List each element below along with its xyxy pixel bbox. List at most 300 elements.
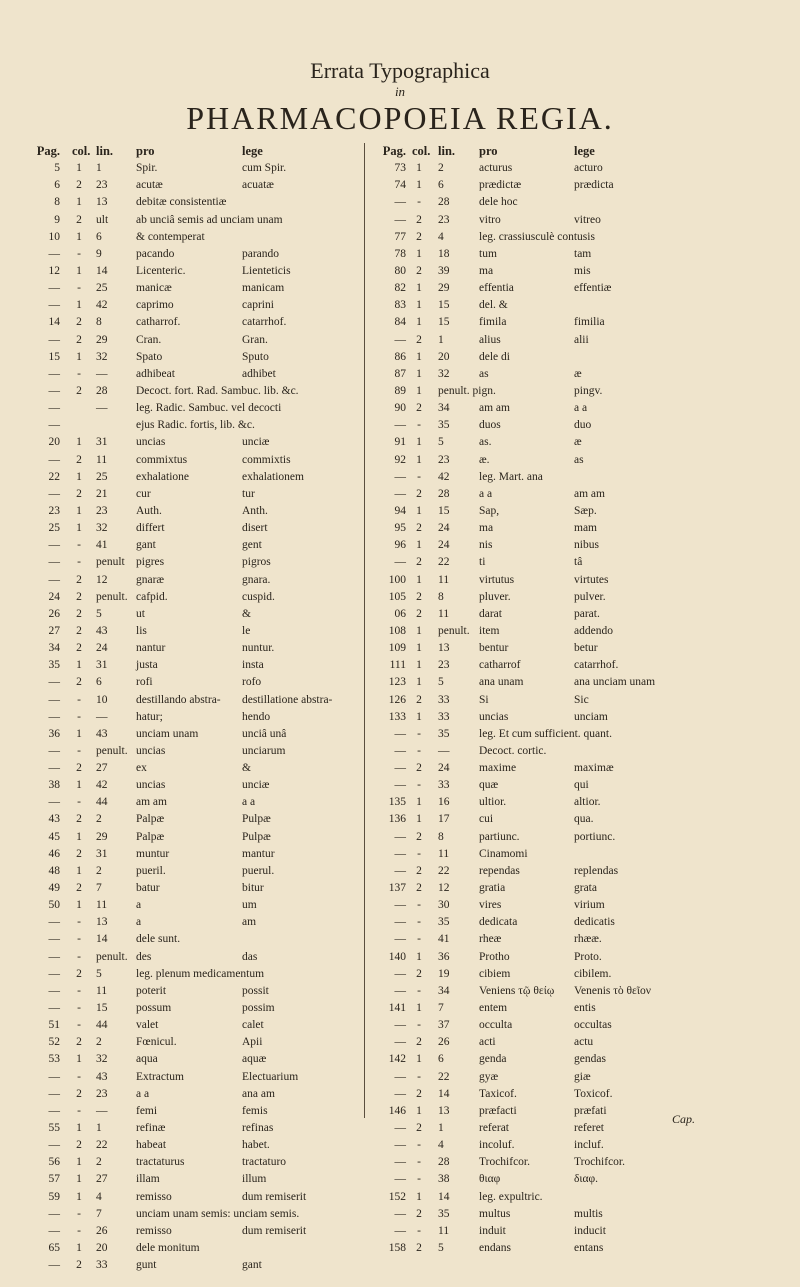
line-number: 1 bbox=[438, 1122, 444, 1135]
correction-text: Apii bbox=[242, 1036, 263, 1049]
errata-row bbox=[32, 1171, 352, 1188]
instruction-text: dele monitum bbox=[136, 1242, 200, 1254]
instruction-text: leg. Et cum sufficient. quant. bbox=[479, 727, 612, 740]
errata-row bbox=[32, 400, 352, 417]
column-number: 1 bbox=[76, 779, 82, 792]
column-number: - bbox=[77, 916, 81, 929]
column-number: 1 bbox=[76, 264, 82, 277]
errata-row bbox=[32, 177, 352, 194]
page-number: 140 bbox=[388, 950, 406, 963]
page-number: 56 bbox=[48, 1156, 60, 1169]
errata-row bbox=[378, 503, 708, 520]
correction-text: Anth. bbox=[242, 504, 268, 517]
errata-row bbox=[378, 931, 708, 948]
column-number: 2 bbox=[416, 693, 422, 706]
correction-text: tam bbox=[574, 247, 592, 260]
correction-text: nuntur. bbox=[242, 642, 275, 655]
book-title: PHARMACOPOEIA REGIA. bbox=[186, 100, 614, 136]
correction-text: Electuarium bbox=[242, 1070, 299, 1083]
column-number: 1 bbox=[416, 573, 422, 586]
correction-text: actu bbox=[574, 1036, 594, 1049]
column-number: - bbox=[417, 1156, 421, 1169]
page-number: 12 bbox=[48, 264, 60, 277]
page-number: 146 bbox=[388, 1104, 406, 1117]
column-number: - bbox=[417, 899, 421, 912]
column-number: 2 bbox=[76, 1036, 82, 1049]
erratum-text: adhibeat bbox=[136, 367, 175, 380]
line-number: 15 bbox=[438, 316, 450, 329]
errata-row bbox=[32, 417, 352, 434]
erratum-text: ut bbox=[136, 607, 145, 620]
column-number: 1 bbox=[76, 1190, 82, 1203]
erratum-text: nantur bbox=[136, 642, 166, 655]
correction-text: possim bbox=[242, 1002, 275, 1015]
column-number: 2 bbox=[76, 813, 82, 826]
errata-row bbox=[32, 1069, 352, 1086]
errata-row bbox=[378, 1000, 708, 1017]
errata-row bbox=[378, 589, 708, 606]
correction-text: unciâ unâ bbox=[242, 727, 287, 740]
erratum-text: uncias bbox=[136, 436, 166, 449]
line-number: 11 bbox=[438, 607, 450, 620]
correction-text: unciam bbox=[574, 710, 608, 723]
page-number: 5 bbox=[54, 162, 60, 175]
correction-text: altior. bbox=[574, 796, 601, 809]
erratum-text: incoluf. bbox=[479, 1139, 515, 1152]
column-number: 1 bbox=[416, 453, 422, 466]
column-number: 2 bbox=[76, 590, 82, 603]
erratum-text: Si bbox=[479, 693, 489, 706]
page-number: — bbox=[394, 1156, 406, 1169]
line-number: 24 bbox=[96, 642, 108, 655]
page-number: 158 bbox=[388, 1242, 406, 1254]
header-col: col. bbox=[412, 144, 431, 158]
page-number: — bbox=[48, 1207, 60, 1220]
line-number: 18 bbox=[438, 247, 450, 260]
errata-row bbox=[32, 554, 352, 571]
errata-row bbox=[378, 332, 708, 349]
errata-row bbox=[378, 469, 708, 486]
column-number: - bbox=[417, 916, 421, 929]
line-number: 2 bbox=[96, 1036, 102, 1049]
correction-text: mam bbox=[574, 522, 597, 535]
errata-row bbox=[378, 160, 708, 177]
erratum-text: poterit bbox=[136, 984, 167, 997]
correction-text: unciæ bbox=[242, 779, 270, 792]
errata-row bbox=[32, 931, 352, 948]
erratum-text: cui bbox=[479, 813, 494, 826]
line-number: 30 bbox=[438, 899, 450, 912]
errata-row bbox=[378, 897, 708, 914]
errata-row bbox=[32, 760, 352, 777]
line-number: — bbox=[96, 367, 108, 380]
column-number: 2 bbox=[416, 762, 422, 775]
erratum-text: cibiem bbox=[479, 967, 511, 980]
column-number: 1 bbox=[76, 504, 82, 517]
line-number: 7 bbox=[96, 1207, 102, 1220]
column-number: 1 bbox=[416, 316, 422, 329]
line-number: 2 bbox=[96, 864, 102, 877]
correction-text: unciarum bbox=[242, 744, 286, 757]
page-number: 123 bbox=[388, 676, 406, 689]
erratum-text: referat bbox=[479, 1122, 509, 1135]
column-number: - bbox=[417, 1139, 421, 1152]
correction-text: ana am bbox=[242, 1087, 275, 1100]
page-number: — bbox=[394, 1036, 406, 1049]
page-number: 133 bbox=[388, 710, 406, 723]
header-pag: Pag. bbox=[382, 144, 406, 158]
page-number: — bbox=[48, 573, 60, 586]
column-number: 2 bbox=[76, 573, 82, 586]
column-number: 1 bbox=[416, 676, 422, 689]
erratum-text: fimila bbox=[479, 316, 507, 329]
page-number: — bbox=[48, 916, 60, 929]
errata-row bbox=[378, 794, 708, 811]
column-number: - bbox=[77, 282, 81, 295]
page-number: 108 bbox=[388, 624, 406, 637]
line-number: 8 bbox=[96, 316, 102, 329]
line-number: 32 bbox=[96, 1053, 108, 1066]
column-number: 2 bbox=[416, 882, 422, 895]
correction-text: bitur bbox=[242, 882, 264, 895]
erratum-text: justa bbox=[136, 659, 158, 672]
line-number: 11 bbox=[438, 1224, 450, 1237]
erratum-text: gnaræ bbox=[136, 573, 165, 586]
errata-row bbox=[378, 1103, 708, 1120]
erratum-text: præfacti bbox=[479, 1104, 517, 1117]
erratum-text: possum bbox=[136, 1002, 172, 1015]
correction-text: acuatæ bbox=[242, 179, 274, 192]
errata-row bbox=[32, 623, 352, 640]
correction-text: commixtis bbox=[242, 453, 291, 466]
erratum-text: lis bbox=[136, 624, 147, 637]
page-number: — bbox=[48, 333, 60, 346]
errata-row bbox=[32, 520, 352, 537]
correction-text: destillatione abstra- bbox=[242, 693, 333, 706]
column-number: 1 bbox=[416, 299, 422, 312]
erratum-text: Taxicof. bbox=[479, 1087, 517, 1100]
column-number: 2 bbox=[76, 333, 82, 346]
correction-text: habet. bbox=[242, 1139, 270, 1152]
line-number: 20 bbox=[96, 1242, 108, 1254]
page-number: — bbox=[394, 1019, 406, 1032]
errata-row bbox=[378, 880, 708, 897]
column-number: - bbox=[417, 1173, 421, 1186]
correction-text: entis bbox=[574, 1002, 596, 1015]
correction-text: parando bbox=[242, 247, 280, 260]
correction-text: Trochifcor. bbox=[574, 1156, 626, 1169]
line-number: 27 bbox=[96, 762, 108, 775]
line-number: 5 bbox=[96, 607, 102, 620]
correction-text: gent bbox=[242, 539, 262, 552]
correction-text: gant bbox=[242, 1259, 262, 1272]
page-number: — bbox=[48, 556, 60, 569]
errata-row bbox=[378, 280, 708, 297]
page-number: — bbox=[394, 847, 406, 860]
line-number: 31 bbox=[96, 659, 108, 672]
errata-row bbox=[32, 280, 352, 297]
page-number: — bbox=[394, 984, 406, 997]
errata-row bbox=[32, 1034, 352, 1051]
correction-text: replendas bbox=[574, 864, 619, 877]
errata-row bbox=[32, 657, 352, 674]
page-number: — bbox=[394, 419, 406, 432]
page-number: 141 bbox=[388, 1002, 406, 1015]
errata-row bbox=[378, 486, 708, 503]
errata-row bbox=[378, 1223, 708, 1240]
erratum-text: rheæ bbox=[479, 933, 502, 946]
column-number: 1 bbox=[416, 179, 422, 192]
correction-text: Pulpæ bbox=[242, 830, 271, 843]
errata-row bbox=[32, 949, 352, 966]
erratum-text: differt bbox=[136, 522, 165, 535]
erratum-text: a a bbox=[136, 1087, 150, 1100]
page-number: — bbox=[394, 1207, 406, 1220]
line-number: 8 bbox=[438, 590, 444, 603]
page-number: — bbox=[394, 556, 406, 569]
page-number: — bbox=[48, 384, 60, 397]
line-number: 2 bbox=[96, 813, 102, 826]
column-number: 1 bbox=[416, 247, 422, 260]
errata-row bbox=[378, 177, 708, 194]
erratum-text: exhalatione bbox=[136, 470, 190, 483]
erratum-text: Spir. bbox=[136, 162, 158, 175]
page-number: — bbox=[48, 1087, 60, 1100]
page-number: — bbox=[48, 710, 60, 723]
correction-text: alii bbox=[574, 333, 589, 346]
errata-row bbox=[378, 1137, 708, 1154]
erratum-text: Protho bbox=[479, 950, 510, 963]
line-number: 11 bbox=[96, 984, 108, 997]
column-divider bbox=[364, 143, 365, 1118]
erratum-text: a bbox=[136, 916, 142, 929]
page-number: — bbox=[394, 1139, 406, 1152]
page-number: 80 bbox=[394, 264, 406, 277]
line-number: 35 bbox=[438, 916, 450, 929]
column-number: - bbox=[417, 1070, 421, 1083]
line-number: 11 bbox=[96, 453, 108, 466]
correction-text: entans bbox=[574, 1242, 604, 1254]
column-number: 2 bbox=[416, 1087, 422, 1100]
column-number: 2 bbox=[416, 607, 422, 620]
line-number: 42 bbox=[96, 779, 108, 792]
line-number: 24 bbox=[438, 539, 450, 552]
errata-column-right bbox=[378, 143, 708, 1257]
correction-text: multis bbox=[574, 1207, 603, 1220]
errata-row bbox=[378, 1240, 708, 1257]
column-number: 2 bbox=[416, 864, 422, 877]
correction-text: das bbox=[242, 950, 258, 963]
errata-row bbox=[378, 709, 708, 726]
line-number: 1 bbox=[96, 162, 102, 175]
erratum-text: gratia bbox=[479, 882, 506, 895]
line-number: 27 bbox=[96, 1173, 108, 1186]
correction-text: insta bbox=[242, 659, 264, 672]
erratum-text: batur bbox=[136, 882, 160, 895]
page-number: — bbox=[394, 213, 406, 226]
column-number: 1 bbox=[76, 830, 82, 843]
line-number: 14 bbox=[438, 1087, 450, 1100]
page-number: — bbox=[48, 693, 60, 706]
page-number: 48 bbox=[48, 864, 60, 877]
column-number: 2 bbox=[416, 522, 422, 535]
erratum-text: quæ bbox=[479, 779, 499, 792]
errata-row bbox=[32, 194, 352, 211]
errata-row bbox=[378, 966, 708, 983]
correction-text: um bbox=[242, 899, 257, 912]
page-number: 142 bbox=[388, 1053, 406, 1066]
line-number: 14 bbox=[96, 264, 108, 277]
page-number: 45 bbox=[48, 830, 60, 843]
column-number: - bbox=[417, 419, 421, 432]
column-number: 2 bbox=[416, 333, 422, 346]
instruction-text: dele hoc bbox=[479, 196, 518, 209]
line-number: 1 bbox=[96, 1122, 102, 1135]
line-number: 29 bbox=[96, 333, 108, 346]
errata-row bbox=[32, 452, 352, 469]
errata-row bbox=[32, 674, 352, 691]
page-number: 91 bbox=[394, 436, 406, 449]
correction-text: Sic bbox=[574, 693, 589, 706]
page-number: 46 bbox=[48, 847, 60, 860]
line-number: 34 bbox=[438, 984, 450, 997]
column-number: 2 bbox=[76, 1087, 82, 1100]
page-number: — bbox=[48, 453, 60, 466]
column-number: 2 bbox=[416, 830, 422, 843]
page-number: 95 bbox=[394, 522, 406, 535]
line-number: 4 bbox=[96, 1190, 102, 1203]
page-number: — bbox=[48, 1224, 60, 1237]
correction-text: æ bbox=[574, 367, 582, 380]
line-number: 24 bbox=[438, 762, 450, 775]
line-number: 13 bbox=[438, 642, 450, 655]
correction-text: caprini bbox=[242, 299, 274, 312]
column-number: - bbox=[417, 470, 421, 483]
errata-row bbox=[32, 366, 352, 383]
instruction-text: leg. expultric. bbox=[479, 1190, 543, 1203]
correction-text: qua. bbox=[574, 813, 594, 826]
page-number: — bbox=[48, 984, 60, 997]
line-number: — bbox=[438, 744, 450, 757]
correction-text: pingv. bbox=[574, 384, 603, 397]
erratum-text: Trochifcor. bbox=[479, 1156, 531, 1169]
page-number: — bbox=[48, 676, 60, 689]
page-number: 43 bbox=[48, 813, 60, 826]
page-number: — bbox=[48, 950, 60, 963]
correction-text: grata bbox=[574, 882, 597, 895]
errata-row bbox=[378, 914, 708, 931]
errata-row bbox=[378, 1069, 708, 1086]
correction-text: le bbox=[242, 624, 251, 637]
correction-text: tâ bbox=[574, 556, 583, 569]
page-number: 20 bbox=[48, 436, 60, 449]
correction-text: mis bbox=[574, 264, 591, 277]
page-number: 73 bbox=[394, 162, 406, 175]
correction-text: puerul. bbox=[242, 864, 275, 877]
erratum-text: ex bbox=[136, 762, 147, 775]
column-number: 1 bbox=[416, 813, 422, 826]
correction-text: disert bbox=[242, 522, 268, 535]
correction-text: vitreo bbox=[574, 213, 601, 226]
line-number: 33 bbox=[438, 693, 450, 706]
correction-text: gendas bbox=[574, 1053, 606, 1066]
column-number: 1 bbox=[416, 539, 422, 552]
page-number: 6 bbox=[54, 179, 60, 192]
correction-text: catarrhof. bbox=[242, 316, 287, 329]
column-number: - bbox=[77, 1070, 81, 1083]
column-number: - bbox=[77, 984, 81, 997]
page-number: 50 bbox=[48, 899, 60, 912]
correction-text: referet bbox=[574, 1122, 604, 1135]
errata-row bbox=[32, 1017, 352, 1034]
errata-row bbox=[378, 434, 708, 451]
errata-row bbox=[378, 1171, 708, 1188]
erratum-text: aqua bbox=[136, 1053, 158, 1066]
column-number: - bbox=[417, 984, 421, 997]
erratum-text: pacando bbox=[136, 247, 175, 260]
errata-row bbox=[378, 417, 708, 434]
line-number: penult bbox=[96, 556, 125, 569]
column-number: 1 bbox=[416, 1002, 422, 1015]
column-number: - bbox=[77, 539, 81, 552]
column-number: 2 bbox=[76, 384, 82, 397]
page-number: 152 bbox=[388, 1190, 406, 1203]
line-number: 29 bbox=[96, 830, 108, 843]
correction-text: unciæ bbox=[242, 436, 270, 449]
erratum-text: genda bbox=[479, 1053, 507, 1066]
column-number: 2 bbox=[76, 882, 82, 895]
erratum-text: vires bbox=[479, 899, 502, 912]
errata-row bbox=[378, 314, 708, 331]
header-lin: lin. bbox=[438, 144, 456, 158]
erratum-text: am am bbox=[136, 796, 167, 809]
erratum-text: commixtus bbox=[136, 453, 188, 466]
line-number: 22 bbox=[96, 1139, 108, 1152]
correction-text: tractaturo bbox=[242, 1156, 287, 1169]
line-number: 44 bbox=[96, 796, 108, 809]
errata-row bbox=[32, 743, 352, 760]
line-number: 21 bbox=[96, 487, 108, 500]
correction-text: a a bbox=[574, 402, 588, 415]
correction-text: rofo bbox=[242, 676, 262, 689]
line-number: 8 bbox=[438, 830, 444, 843]
correction-text: virium bbox=[574, 899, 605, 912]
correction-text: dum remiserit bbox=[242, 1224, 307, 1237]
correction-text: addendo bbox=[574, 624, 613, 637]
correction-text: rhææ. bbox=[574, 933, 602, 946]
erratum-text: ti bbox=[479, 556, 486, 569]
page-number: 15 bbox=[48, 350, 60, 363]
line-number: 43 bbox=[96, 624, 108, 637]
correction-text: virtutes bbox=[574, 573, 609, 586]
line-number: 32 bbox=[96, 522, 108, 535]
correction-text: exhalationem bbox=[242, 470, 304, 483]
errata-row bbox=[32, 537, 352, 554]
correction-text: maximæ bbox=[574, 762, 614, 775]
errata-row bbox=[378, 692, 708, 709]
line-number: 7 bbox=[96, 882, 102, 895]
catchword: Cap. bbox=[672, 1112, 696, 1126]
erratum-text: manicæ bbox=[136, 282, 172, 295]
line-number: 19 bbox=[438, 967, 450, 980]
column-number: 2 bbox=[76, 1259, 82, 1272]
column-number: 1 bbox=[76, 350, 82, 363]
column-number: 1 bbox=[416, 624, 422, 637]
correction-text: cum Spir. bbox=[242, 162, 287, 175]
line-number: 32 bbox=[438, 367, 450, 380]
erratum-text: darat bbox=[479, 607, 502, 620]
correction-text: & bbox=[242, 607, 251, 620]
